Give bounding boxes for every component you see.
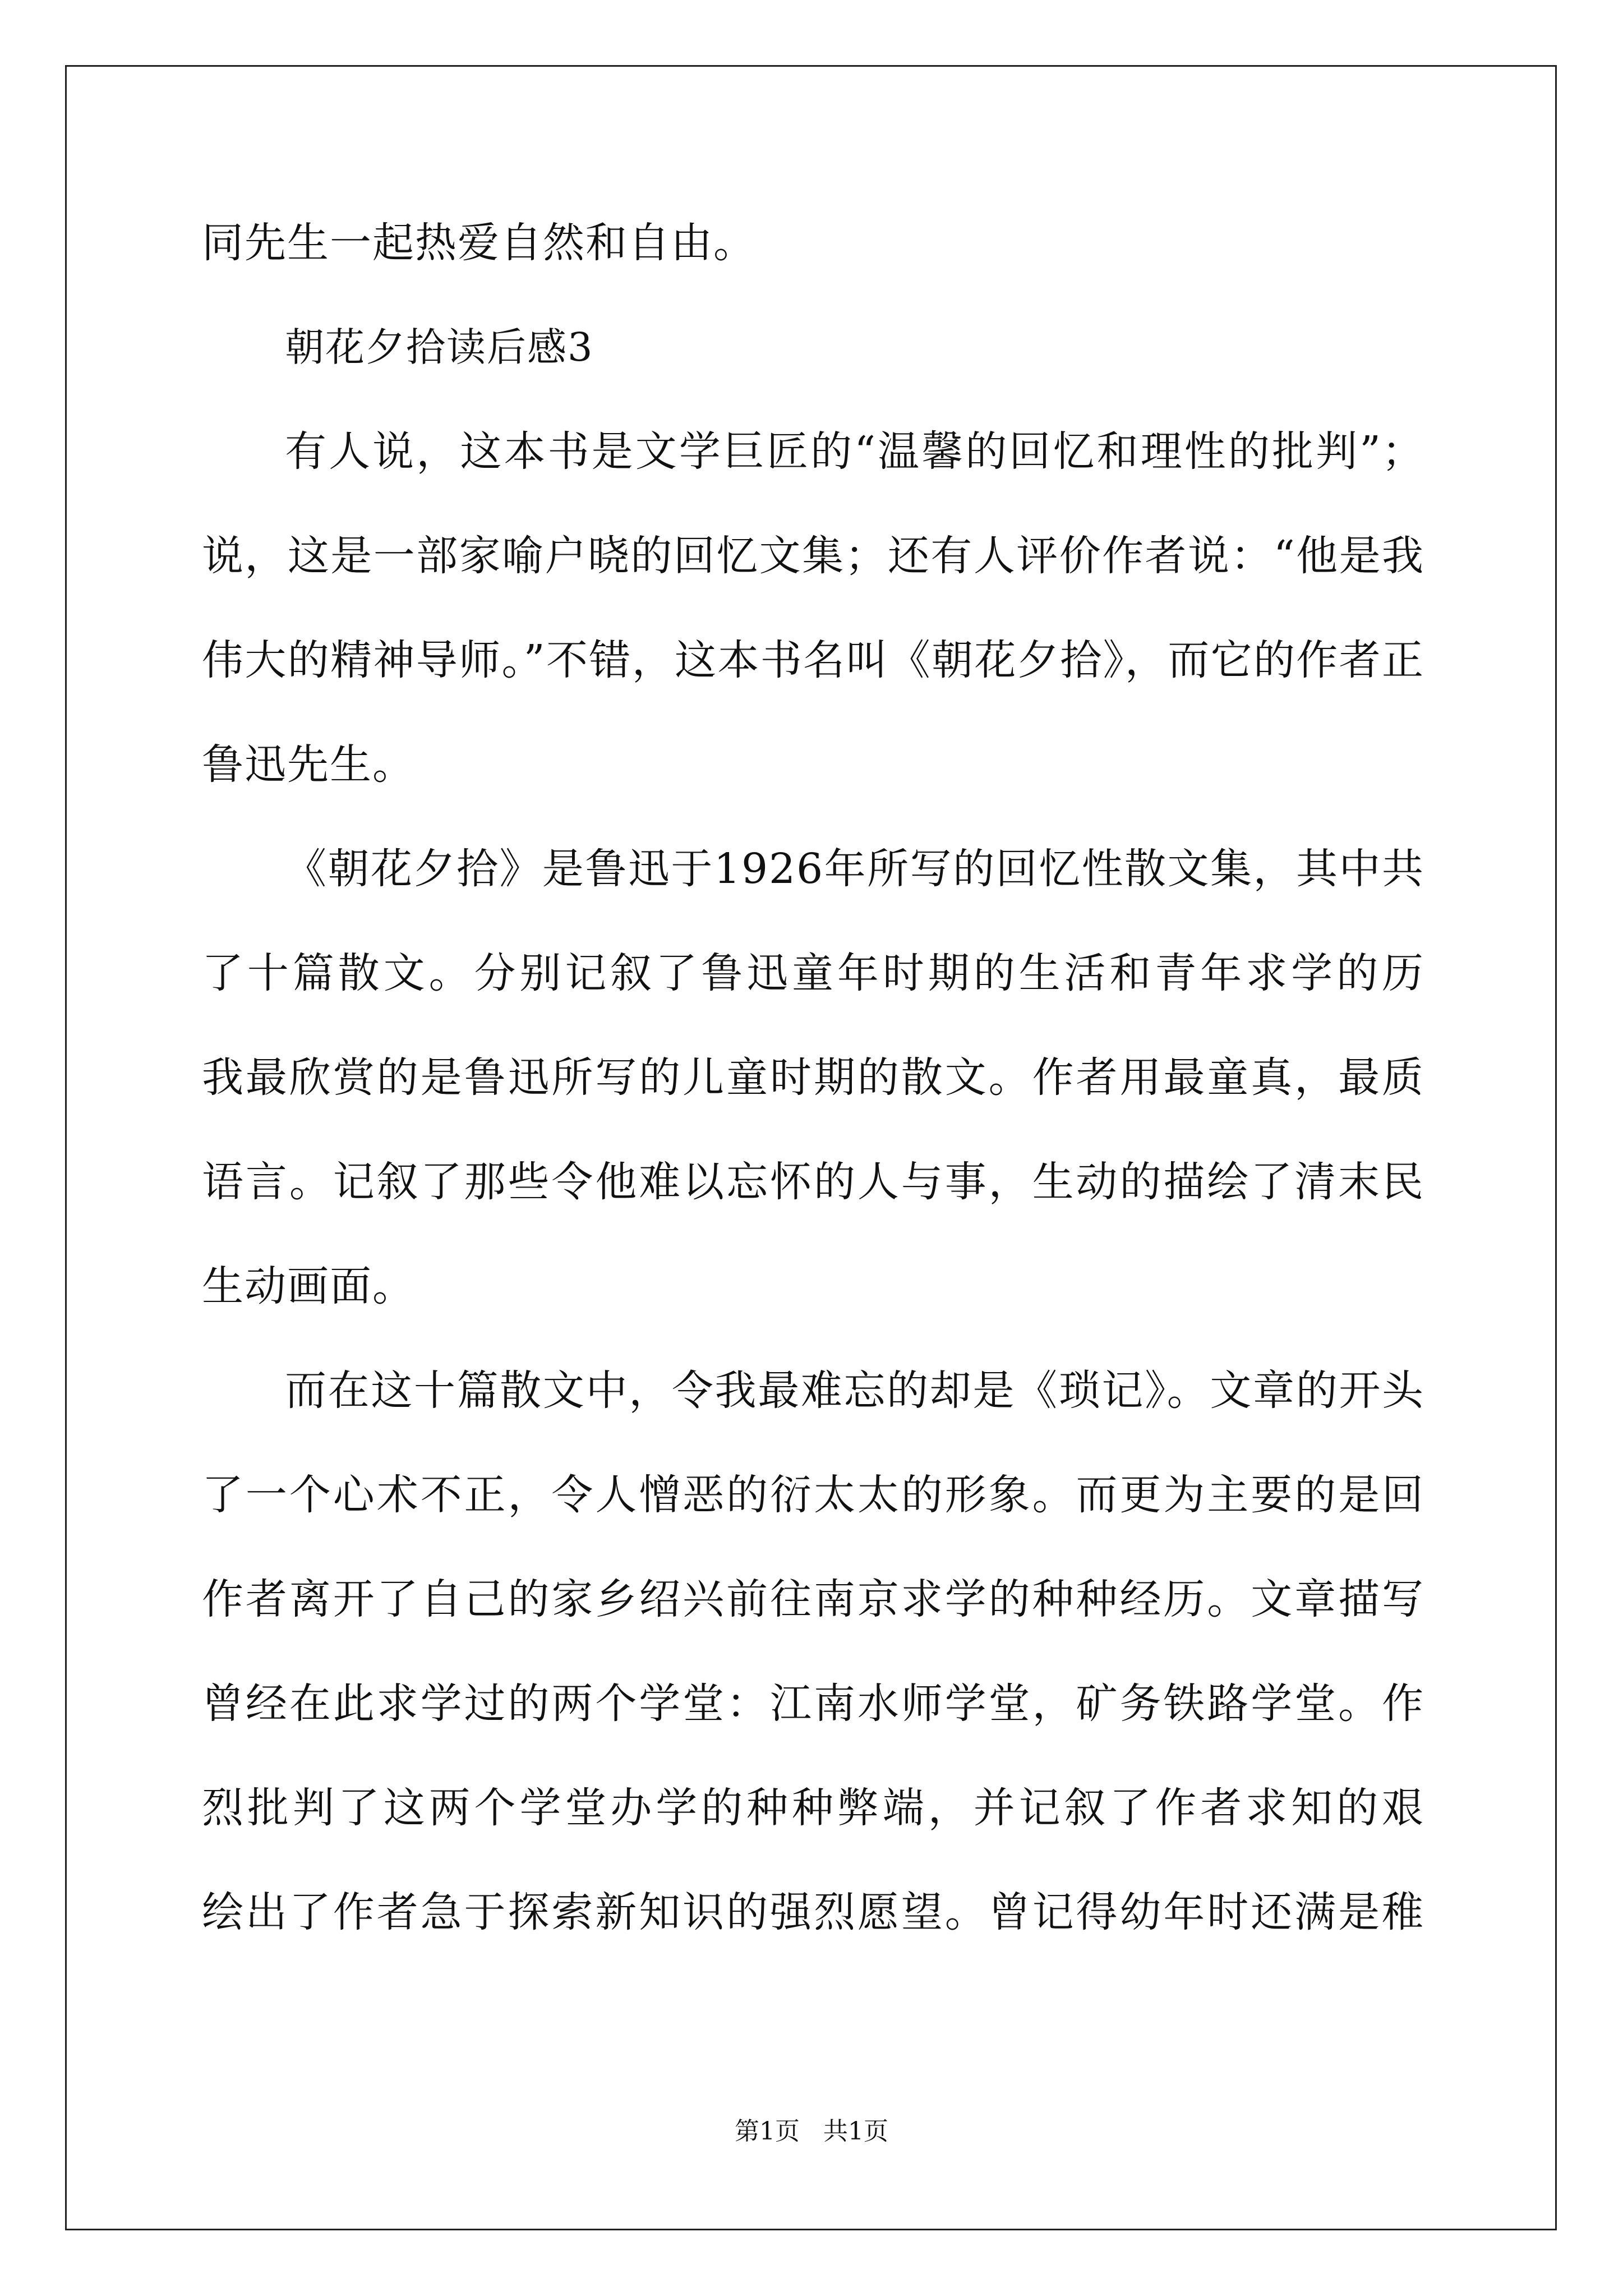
text-line: 绘出了作者急于探索新知识的强烈愿望。曾记得幼年时还满是稚 bbox=[202, 1888, 1424, 1936]
text-line: 了十篇散文。分别记叙了鲁迅童年时期的生活和青年求学的历 bbox=[202, 949, 1424, 997]
text-line: 伟大的精神导师。”不错，这本书名叫《朝花夕拾》，而它的作者正 bbox=[202, 636, 1424, 684]
text-line: 《朝花夕拾》是鲁迅于1926年所写的回忆性散文集，其中共 bbox=[285, 845, 1424, 893]
text-line: 生动画面。 bbox=[202, 1262, 415, 1310]
text-line: 曾经在此求学过的两个学堂：江南水师学堂，矿务铁路学堂。作 bbox=[202, 1680, 1424, 1728]
text-line: 作者离开了自己的家乡绍兴前往南京求学的种种经历。文章描写 bbox=[202, 1575, 1424, 1623]
text-line: 有人说，这本书是文学巨匠的“温馨的回忆和理性的批判”； bbox=[285, 427, 1424, 476]
text-line: 我最欣赏的是鲁迅所写的儿童时期的散文。作者用最童真，最质 bbox=[202, 1053, 1424, 1102]
text-line: 而在这十篇散文中，令我最难忘的却是《琐记》。文章的开头 bbox=[285, 1366, 1424, 1415]
document-body bbox=[202, 191, 1424, 1964]
page-footer: 第1页 共1页 bbox=[735, 2117, 888, 2146]
text-line: 了一个心术不正，令人憎恶的衍太太的形象。而更为主要的是回 bbox=[202, 1471, 1424, 1519]
text-line: 烈批判了这两个学堂办学的种种弊端，并记叙了作者求知的艰 bbox=[202, 1784, 1424, 1832]
text-line: 说，这是一部家喻户晓的回忆文集；还有人评价作者说：“他是我 bbox=[202, 532, 1424, 580]
text-line: 同先生一起热爱自然和自由。 bbox=[202, 219, 756, 267]
text-line: 鲁迅先生。 bbox=[202, 740, 415, 789]
section-heading: 朝花夕拾读后感3 bbox=[285, 324, 594, 370]
text-line: 语言。记叙了那些令他难以忘怀的人与事，生动的描绘了清末民 bbox=[202, 1158, 1424, 1206]
